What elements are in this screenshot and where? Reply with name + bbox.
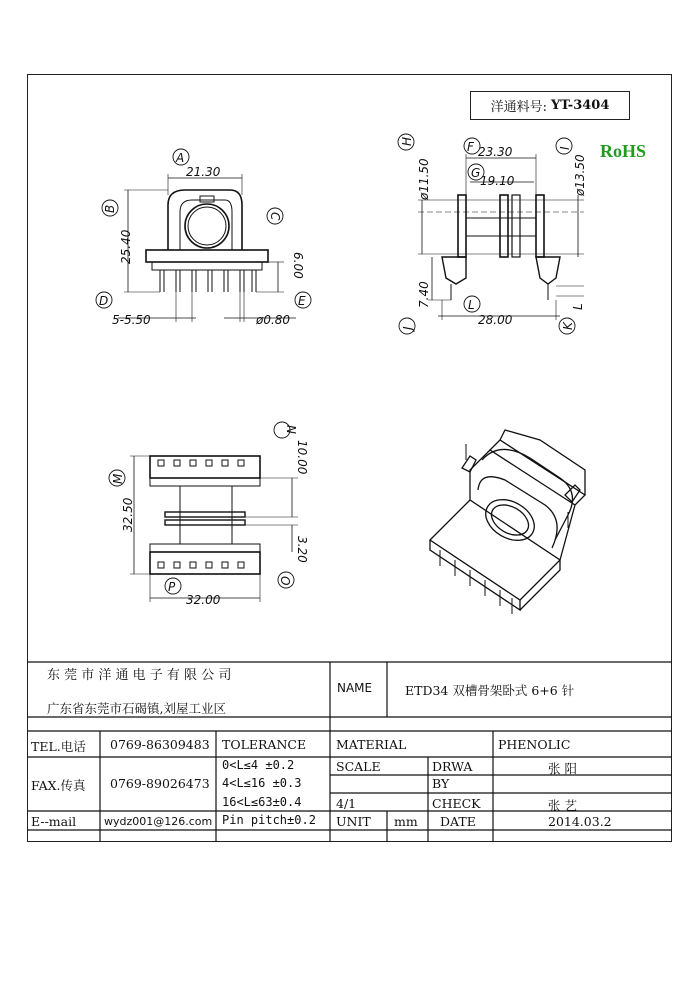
dim-J: 7.40 [417,281,431,308]
drawn-by-value: 张 阳 [548,761,577,776]
dim-D: 5-5.50 [112,313,151,327]
drawn-by-label: DRWA [432,759,473,774]
letter-O: O [278,576,292,586]
dim-G: 19.10 [480,174,515,188]
dim-C: 6.00 [291,252,305,279]
front-pins [160,270,256,292]
letter-J: J [401,326,415,330]
fax-value: 0769-89026473 [110,776,210,791]
unit-value: mm [394,814,418,829]
tolerance-row-4: Pin pitch±0.2 [222,813,316,827]
dim-L: 28.00 [478,313,513,327]
material-label: MATERIAL [336,737,407,752]
rohs-mark: RoHS [600,141,647,161]
tolerance-row-3: 16<L≤63±0.4 [222,795,302,809]
tolerance-row-1: 0<L≤4 ±0.2 [222,758,295,772]
dim-A: 21.30 [186,165,221,179]
check-value: 张 艺 [548,798,577,813]
letter-C: C [268,212,282,221]
letter-A: A [176,151,185,165]
dim-B: 25.40 [119,229,133,264]
letter-B: B [103,204,117,213]
iso-pins [440,444,568,614]
letter-D: D [99,294,109,308]
fax-label: FAX.传真 [31,778,86,793]
tolerance-label: TOLERANCE [222,737,307,752]
tel-label: TEL.电话 [31,739,86,754]
date-value: 2014.03.2 [548,814,612,829]
letter-N: N [284,425,298,434]
tel-value: 0769-86309483 [110,737,210,752]
dim-H: ø11.50 [417,158,431,200]
dim-K: L [571,303,585,310]
part-number-value: YT-3404 [551,98,610,113]
tolerance-row-2: 4<L≤16 ±0.3 [222,776,302,790]
company-address: 广东省东莞市石碣镇,刘屋工业区 [47,701,226,716]
dim-F: 23.30 [478,145,513,159]
check-label: CHECK [432,796,481,811]
dim-M: 32.50 [121,497,135,532]
scale-value: 4/1 [336,796,357,811]
letter-I: I [558,146,572,150]
dim-I: ø13.50 [573,154,587,196]
name-label: NAME [337,681,373,695]
dim-O: 3.20 [295,536,309,563]
scale-label: SCALE [336,759,381,774]
isometric-view [430,430,585,614]
letter-H: H [400,136,414,146]
dim-P: 32.00 [186,593,221,607]
letter-K: K [561,322,575,330]
date-label: DATE [440,814,476,829]
unit-label: UNIT [336,814,371,829]
letter-P: P [168,580,176,594]
dim-E: ø0.80 [256,313,291,327]
company-name: 东 莞 市 洋 通 电 子 有 限 公 司 [47,668,232,683]
name-value: ETD34 双槽骨架卧式 6+6 针 [405,683,575,698]
letter-M: M [111,473,125,484]
email-value: wydz001@126.com [104,815,213,828]
letter-F: F [467,140,474,154]
material-value: PHENOLIC [498,737,571,752]
drawn-by-label-2: BY [432,776,450,791]
email-label: E--mail [31,814,77,829]
letter-E: E [298,294,306,308]
side-view [417,145,587,327]
part-number-label: 洋通料号: [490,100,547,115]
dim-N: 10.00 [295,440,309,475]
letter-G: G [471,166,481,180]
letter-L: L [468,298,475,312]
front-view [112,165,305,327]
